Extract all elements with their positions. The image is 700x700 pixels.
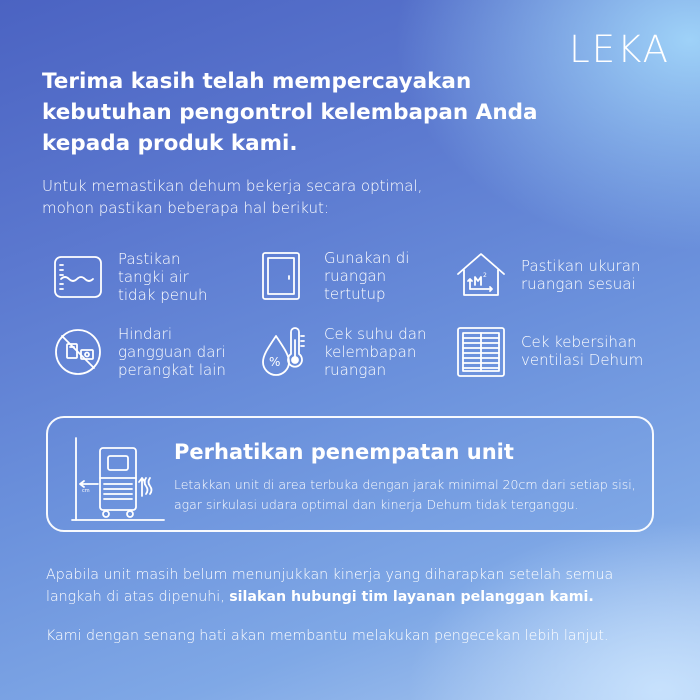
room-size-icon [455, 249, 507, 301]
closing-followup: Kami dengan senang hati akan membantu melakukan pengecekan lebih lanjut. [46, 628, 609, 644]
temperature-humidity-icon [258, 326, 310, 378]
feature-ventilation [455, 325, 643, 377]
air-filter-icon [455, 325, 507, 377]
feature-label: Pastikan ukuran ruangan sesuai [521, 257, 641, 293]
feature-label: Cek kebersihan ventilasi Dehum [521, 333, 644, 369]
svg-text:2: 2 [483, 272, 487, 279]
svg-text:cm: cm [82, 488, 90, 494]
closed-door-icon [258, 250, 310, 302]
feature-label: Cek suhu dan kelembapan ruangan [324, 325, 427, 379]
feature-label: Hindari gangguan dari perangkat lain [118, 325, 226, 379]
headline: Terima kasih telah mempercayakan kebutuhan pengontrol kelembapan Anda kepada produk kami. [42, 69, 538, 156]
notice-title: Perhatikan penempatan unit [174, 440, 514, 464]
feature-water-tank [52, 250, 208, 304]
feature-temp-humidity [258, 325, 426, 379]
dehumidifier-placement-icon [70, 434, 166, 524]
notice-body: Letakkan unit di area terbuka dengan jarak minimal 20cm dari setiap sisi, agar sirkulasi udara optimal dan kinerja Dehum tidak terganggu. [174, 477, 636, 512]
closing-text: Apabila unit masih belum menunjukkan kinerja yang diharapkan setelah semua langkah di atas dipenuhi, [46, 567, 614, 605]
brand-logo: LEKA [569, 28, 670, 71]
closing-paragraph [46, 564, 666, 608]
water-tank-icon [52, 251, 104, 303]
feature-no-interference [52, 325, 226, 379]
svg-text:%: % [269, 355, 281, 369]
feature-label: Gunakan di ruangan tertutup [324, 249, 410, 303]
feature-room-size [455, 249, 640, 301]
contact-support-emphasis: silakan hubungi tim layanan pelanggan kami. [229, 589, 594, 605]
feature-label: Pastikan tangki air tidak penuh [118, 250, 208, 304]
no-interference-icon [52, 326, 104, 378]
feature-closed-room [258, 249, 409, 303]
intro-text: Untuk memastikan dehum bekerja secara optimal, mohon pastikan beberapa hal berikut: [42, 177, 423, 217]
placement-notice-card [46, 416, 654, 532]
